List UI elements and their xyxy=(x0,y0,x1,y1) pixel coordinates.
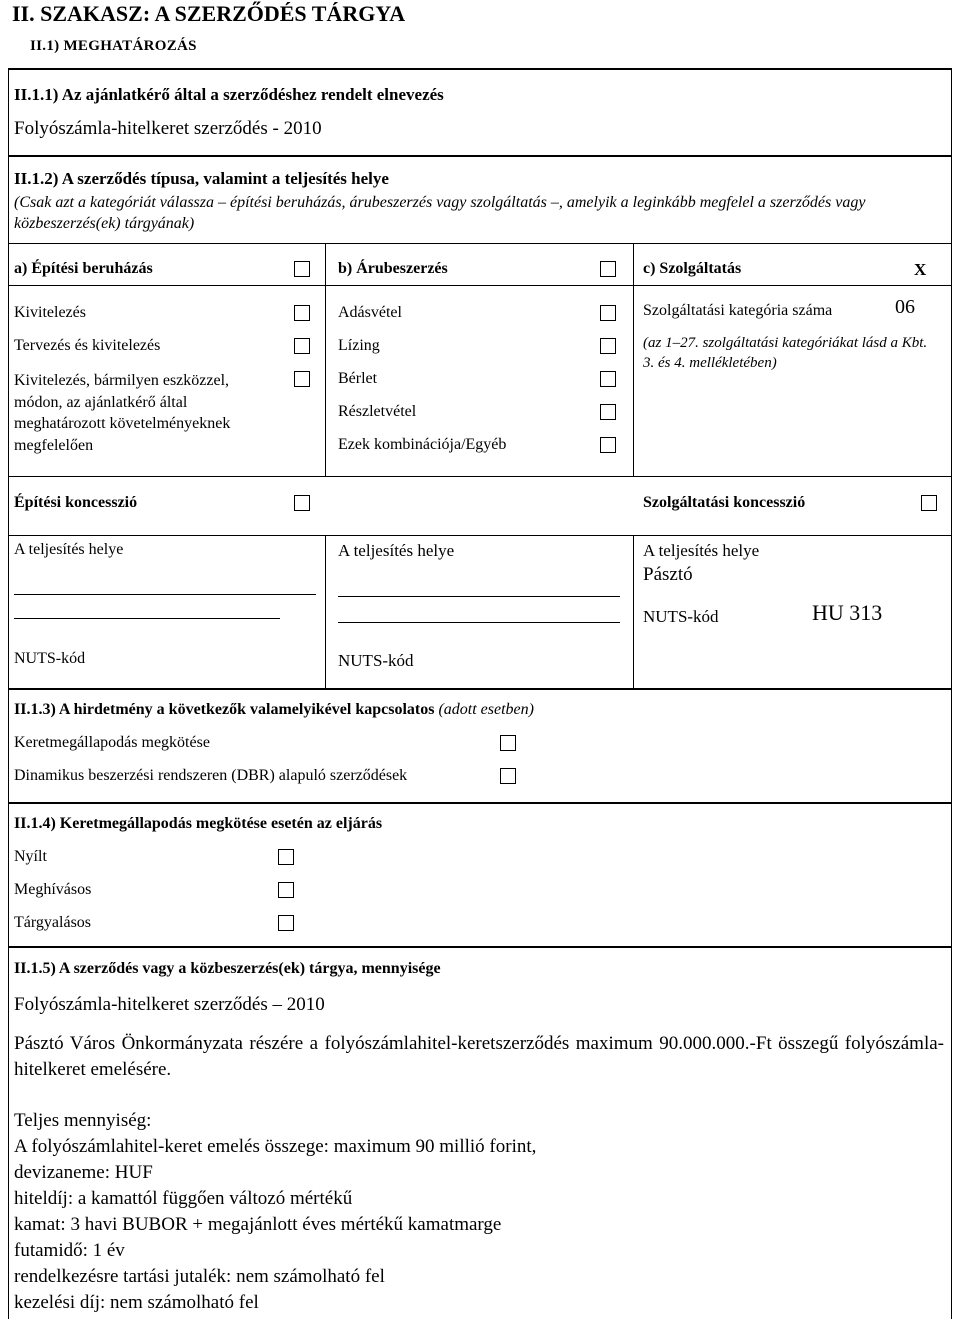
checkbox-building-item[interactable] xyxy=(294,338,310,354)
divider xyxy=(8,243,952,244)
service-category-value: 06 xyxy=(895,296,915,318)
header-goods: b) Árubeszerzés xyxy=(338,260,448,277)
s112-note: (Csak azt a kategóriát válassza – építési beruházás, árubeszerzés vagy szolgáltatás –, amelyik a leginkább megfelel a szerződés vagy közbeszerzés(ek) tárgyának) xyxy=(14,194,866,232)
divider xyxy=(8,476,952,477)
checkbox-building-item[interactable] xyxy=(294,305,310,321)
service-concession-label: Szolgáltatási koncesszió xyxy=(643,494,806,511)
s111-title: II.1.1) Az ajánlatkérő által a szerződéshez rendelt elnevezés xyxy=(14,85,444,104)
s114-item: Nyílt xyxy=(14,848,47,865)
place-value-c: Pásztó xyxy=(643,564,693,585)
building-concession-label: Építési koncesszió xyxy=(14,494,138,511)
nuts-label-b: NUTS-kód xyxy=(338,651,414,670)
checkbox-goods-item[interactable] xyxy=(600,404,616,420)
s115-subject: Folyószámla-hitelkeret szerződés – 2010 xyxy=(14,994,325,1015)
service-category-label: Szolgáltatási kategória száma xyxy=(643,302,833,319)
s111-value: Folyószámla-hitelkeret szerződés - 2010 xyxy=(14,118,322,139)
s113-title-note: (adott esetben) xyxy=(438,701,534,718)
divider xyxy=(8,155,952,157)
s112-title: II.1.2) A szerződés típusa, valamint a teljesítés helye xyxy=(14,169,389,188)
checkbox-building-concession[interactable] xyxy=(294,495,310,511)
checkbox-goods-item[interactable] xyxy=(600,437,616,453)
divider xyxy=(8,946,952,948)
place-label-b: A teljesítés helye xyxy=(338,541,455,560)
s115-title: II.1.5) A szerződés vagy a közbeszerzés(ek) tárgya, mennyisége xyxy=(14,960,441,977)
s113-item: Keretmegállapodás megkötése xyxy=(14,734,210,751)
s115-line: kezelési díj: nem számolható fel xyxy=(14,1292,259,1313)
s114-item: Meghívásos xyxy=(14,881,92,898)
building-item: Kivitelezés xyxy=(14,304,86,321)
s115-line: hiteldíj: a kamattól függően változó mértékű xyxy=(14,1188,353,1209)
col-separator xyxy=(633,535,634,688)
service-category-note: (az 1–27. szolgáltatási kategóriákat lásd a Kbt. 3. és 4. mellékletében) xyxy=(643,335,928,371)
col-separator xyxy=(325,535,326,688)
building-item: Kivitelezés, bármilyen eszközzel, módon, az ajánlatkérő által meghatározott követelményeknek megfelelően xyxy=(14,372,231,454)
s114-title: II.1.4) Keretmegállapodás megkötése esetén az eljárás xyxy=(14,815,383,832)
checkbox-dbr[interactable] xyxy=(500,768,516,784)
s114-item: Tárgyalásos xyxy=(14,914,92,931)
place-line-a[interactable] xyxy=(14,594,316,595)
goods-item: Részletvétel xyxy=(338,403,417,420)
checkbox-framework[interactable] xyxy=(500,735,516,751)
place-line-a[interactable] xyxy=(14,618,280,619)
divider xyxy=(8,688,952,690)
place-label-c: A teljesítés helye xyxy=(643,541,760,560)
divider xyxy=(8,68,952,70)
col-separator xyxy=(633,243,634,476)
col-separator xyxy=(325,243,326,476)
services-mark: X xyxy=(914,260,927,279)
goods-item: Ezek kombinációja/Egyéb xyxy=(338,436,507,453)
header-building: a) Építési beruházás xyxy=(14,260,153,277)
frame-left xyxy=(8,68,9,1319)
s113-item: Dinamikus beszerzési rendszeren (DBR) alapuló szerződések xyxy=(14,767,408,784)
checkbox-building-item[interactable] xyxy=(294,371,310,387)
frame-right xyxy=(951,68,952,1319)
s115-line: devizaneme: HUF xyxy=(14,1162,153,1183)
subsection-title: II.1) MEGHATÁROZÁS xyxy=(30,38,197,54)
place-label-a: A teljesítés helye xyxy=(14,541,124,558)
s115-line: A folyószámlahitel-keret emelés összege: maximum 90 millió forint, xyxy=(14,1136,537,1157)
s115-line: Teljes mennyiség: xyxy=(14,1110,152,1131)
divider xyxy=(8,802,952,804)
s113-title: II.1.3) A hirdetmény a következők valamelyikével kapcsolatos xyxy=(14,701,435,718)
section-title: II. SZAKASZ: A SZERZŐDÉS TÁRGYA xyxy=(12,1,406,26)
checkbox-goods[interactable] xyxy=(600,261,616,277)
checkbox-open[interactable] xyxy=(278,849,294,865)
checkbox-restricted[interactable] xyxy=(278,882,294,898)
nuts-value-c: HU 313 xyxy=(812,600,883,625)
goods-item: Adásvétel xyxy=(338,304,402,321)
s115-line: rendelkezésre tartási jutalék: nem számolható fel xyxy=(14,1266,385,1287)
nuts-label-a: NUTS-kód xyxy=(14,650,86,667)
checkbox-goods-item[interactable] xyxy=(600,338,616,354)
s115-line: futamidő: 1 év xyxy=(14,1240,125,1261)
building-item: Tervezés és kivitelezés xyxy=(14,337,161,354)
checkbox-negotiated[interactable] xyxy=(278,915,294,931)
nuts-label-c: NUTS-kód xyxy=(643,607,719,626)
place-line-b[interactable] xyxy=(338,596,620,597)
place-line-b[interactable] xyxy=(338,622,620,623)
checkbox-goods-item[interactable] xyxy=(600,371,616,387)
goods-item: Bérlet xyxy=(338,370,378,387)
divider xyxy=(8,285,952,286)
divider xyxy=(8,535,952,536)
checkbox-goods-item[interactable] xyxy=(600,305,616,321)
header-services: c) Szolgáltatás xyxy=(643,260,742,277)
goods-item: Lízing xyxy=(338,337,380,354)
checkbox-building[interactable] xyxy=(294,261,310,277)
s115-line: kamat: 3 havi BUBOR + megajánlott éves mértékű kamatmarge xyxy=(14,1214,502,1235)
s115-paragraph: Pásztó Város Önkormányzata részére a folyószámlahitel-keretszerződés maximum 90.000.000.-Ft összegű folyószámla-hitelkeret emelésére. xyxy=(14,1033,944,1080)
checkbox-service-concession[interactable] xyxy=(921,495,937,511)
